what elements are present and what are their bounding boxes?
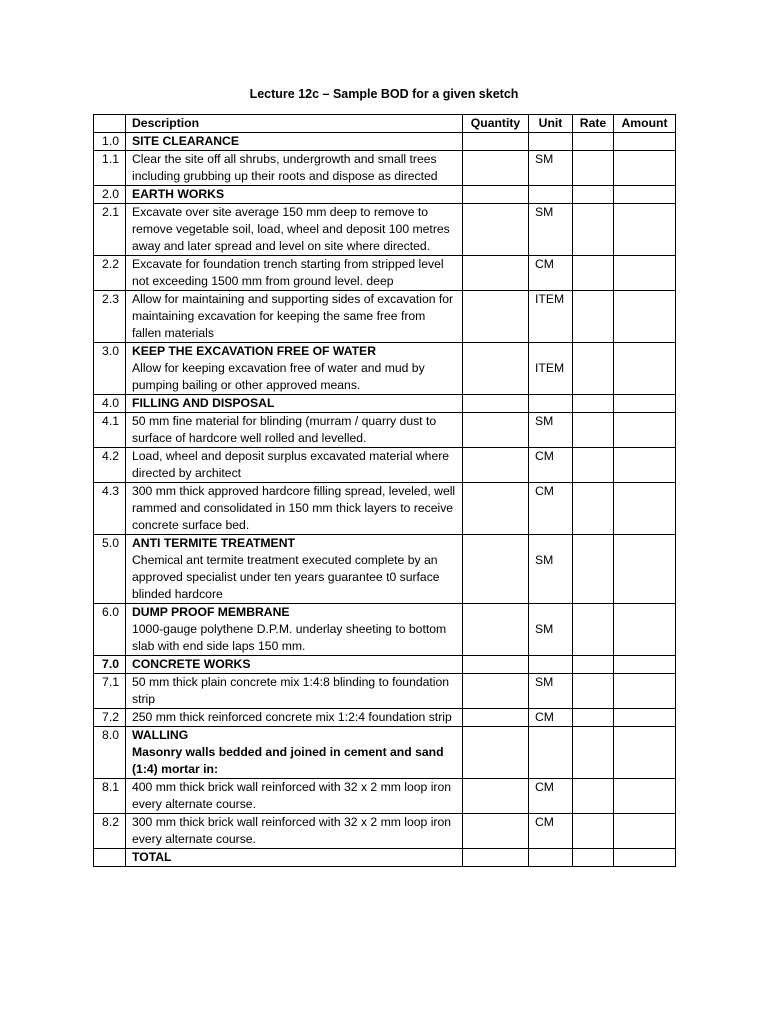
table-row — [94, 535, 676, 604]
item-description — [126, 849, 463, 867]
item-rate — [573, 204, 614, 256]
header-number — [94, 115, 126, 133]
section-heading: WALLING — [132, 728, 189, 742]
header-unit: Unit — [529, 115, 573, 133]
table-row — [94, 849, 676, 867]
item-amount — [614, 204, 676, 256]
item-description — [126, 395, 463, 413]
table-row — [94, 483, 676, 535]
item-quantity — [463, 343, 529, 395]
item-amount — [614, 256, 676, 291]
table-row — [94, 448, 676, 483]
table-body — [94, 133, 676, 867]
table-row — [94, 343, 676, 395]
item-amount — [614, 535, 676, 604]
item-amount — [614, 151, 676, 186]
item-quantity — [463, 256, 529, 291]
table-row — [94, 204, 676, 256]
item-unit: CM — [529, 709, 573, 727]
table-row — [94, 151, 676, 186]
item-number: 8.0 — [94, 727, 126, 779]
item-unit: CM — [529, 256, 573, 291]
section-heading: EARTH WORKS — [132, 187, 225, 201]
item-quantity — [463, 291, 529, 343]
item-amount — [614, 291, 676, 343]
item-quantity — [463, 483, 529, 535]
item-rate — [573, 709, 614, 727]
table-row — [94, 727, 676, 779]
item-unit: SM — [529, 204, 573, 256]
item-rate — [573, 656, 614, 674]
item-amount — [614, 413, 676, 448]
bod-table — [93, 114, 676, 867]
item-rate — [573, 133, 614, 151]
header-quantity: Quantity — [463, 115, 529, 133]
description-text: Allow for keeping excavation free of water and mud by pumping bailing or other approved means. — [132, 361, 425, 392]
table-row — [94, 709, 676, 727]
item-quantity — [463, 151, 529, 186]
item-rate — [573, 395, 614, 413]
item-description — [126, 256, 463, 291]
header-description: Description — [126, 115, 463, 133]
description-text: Chemical ant termite treatment executed complete by an approved specialist under ten years guarantee t0 surface blinded hardcore — [132, 553, 440, 601]
item-amount — [614, 604, 676, 656]
item-quantity — [463, 849, 529, 867]
description-text: 300 mm thick approved hardcore filling spread, leveled, well rammed and consolidated in 150 mm thick layers to receive concrete surface bed. — [132, 484, 456, 532]
item-rate — [573, 483, 614, 535]
item-description — [126, 483, 463, 535]
table-row — [94, 779, 676, 814]
item-unit: CM — [529, 483, 573, 535]
item-quantity — [463, 674, 529, 709]
item-quantity — [463, 395, 529, 413]
item-unit: SM — [529, 535, 573, 604]
item-unit — [529, 727, 573, 779]
item-unit: CM — [529, 779, 573, 814]
item-description — [126, 151, 463, 186]
page-title: Lecture 12c – Sample BOD for a given sketch — [249, 87, 519, 101]
item-unit: SM — [529, 151, 573, 186]
item-number: 2.3 — [94, 291, 126, 343]
item-description — [126, 656, 463, 674]
section-heading: SITE CLEARANCE — [132, 134, 239, 148]
item-description — [126, 709, 463, 727]
item-number: 7.2 — [94, 709, 126, 727]
description-text: Load, wheel and deposit surplus excavated material where directed by architect — [132, 449, 450, 480]
item-amount — [614, 849, 676, 867]
item-rate — [573, 343, 614, 395]
item-amount — [614, 343, 676, 395]
item-amount — [614, 814, 676, 849]
item-number: 3.0 — [94, 343, 126, 395]
description-text: 1000-gauge polythene D.P.M. underlay sheeting to bottom slab with end side laps 150 mm. — [132, 622, 447, 653]
description-text: Excavate for foundation trench starting from stripped level not exceeding 1500 mm from ground level. deep — [132, 257, 444, 288]
item-number: 8.2 — [94, 814, 126, 849]
item-rate — [573, 256, 614, 291]
item-number: 7.0 — [94, 656, 126, 674]
header-rate: Rate — [573, 115, 614, 133]
table-header-row — [94, 115, 676, 133]
table-row — [94, 814, 676, 849]
table-row — [94, 413, 676, 448]
item-quantity — [463, 448, 529, 483]
item-amount — [614, 779, 676, 814]
item-number: 4.3 — [94, 483, 126, 535]
item-number: 7.1 — [94, 674, 126, 709]
section-heading: DUMP PROOF MEMBRANE — [132, 605, 290, 619]
item-description — [126, 674, 463, 709]
item-quantity — [463, 727, 529, 779]
item-unit — [529, 656, 573, 674]
section-heading: ANTI TERMITE TREATMENT — [132, 536, 295, 550]
item-amount — [614, 656, 676, 674]
item-description — [126, 133, 463, 151]
item-unit — [529, 186, 573, 204]
item-description — [126, 186, 463, 204]
item-rate — [573, 727, 614, 779]
item-amount — [614, 674, 676, 709]
section-heading: KEEP THE EXCAVATION FREE OF WATER — [132, 344, 376, 358]
item-rate — [573, 151, 614, 186]
item-quantity — [463, 133, 529, 151]
item-number: 8.1 — [94, 779, 126, 814]
item-quantity — [463, 779, 529, 814]
item-number: 2.0 — [94, 186, 126, 204]
item-rate — [573, 413, 614, 448]
description-text: Excavate over site average 150 mm deep to remove to remove vegetable soil, load, wheel and deposit 100 metres away and later spread and level on site where directed. — [132, 205, 450, 253]
item-unit: SM — [529, 604, 573, 656]
item-rate — [573, 291, 614, 343]
item-amount — [614, 448, 676, 483]
table-row — [94, 256, 676, 291]
item-quantity — [463, 814, 529, 849]
item-description — [126, 204, 463, 256]
item-quantity — [463, 204, 529, 256]
description-text: 300 mm thick brick wall reinforced with 32 x 2 mm loop iron every alternate course. — [132, 815, 452, 846]
table-row — [94, 656, 676, 674]
item-quantity — [463, 709, 529, 727]
item-rate — [573, 535, 614, 604]
item-number — [94, 849, 126, 867]
item-unit: SM — [529, 413, 573, 448]
item-number: 4.2 — [94, 448, 126, 483]
item-number: 4.1 — [94, 413, 126, 448]
item-quantity — [463, 413, 529, 448]
item-description — [126, 343, 463, 395]
item-number: 2.1 — [94, 204, 126, 256]
item-rate — [573, 186, 614, 204]
item-description — [126, 727, 463, 779]
item-amount — [614, 133, 676, 151]
item-description — [126, 448, 463, 483]
section-heading: CONCRETE WORKS — [132, 657, 251, 671]
item-unit — [529, 395, 573, 413]
item-rate — [573, 779, 614, 814]
item-rate — [573, 814, 614, 849]
table-row — [94, 674, 676, 709]
table-row — [94, 186, 676, 204]
item-amount — [614, 395, 676, 413]
item-description — [126, 814, 463, 849]
item-quantity — [463, 656, 529, 674]
item-unit — [529, 133, 573, 151]
section-heading: FILLING AND DISPOSAL — [132, 396, 275, 410]
item-description — [126, 291, 463, 343]
item-rate — [573, 674, 614, 709]
item-unit: ITEM — [529, 291, 573, 343]
item-number: 6.0 — [94, 604, 126, 656]
item-number: 2.2 — [94, 256, 126, 291]
item-description — [126, 535, 463, 604]
item-quantity — [463, 604, 529, 656]
table-row — [94, 133, 676, 151]
item-amount — [614, 483, 676, 535]
item-unit: SM — [529, 674, 573, 709]
item-quantity — [463, 186, 529, 204]
description-text: 50 mm fine material for blinding (murram / quarry dust to surface of hardcore well rolled and levelled. — [132, 414, 437, 445]
table-row — [94, 395, 676, 413]
item-description — [126, 779, 463, 814]
description-text: Masonry walls bedded and joined in cement and sand (1:4) mortar in: — [132, 745, 444, 776]
description-text: 250 mm thick reinforced concrete mix 1:2:4 foundation strip — [132, 710, 452, 724]
item-number: 4.0 — [94, 395, 126, 413]
item-description — [126, 413, 463, 448]
description-text: Allow for maintaining and supporting sides of excavation for maintaining excavation for keeping the same free from fallen materials — [132, 292, 454, 340]
item-quantity — [463, 535, 529, 604]
item-unit: CM — [529, 448, 573, 483]
description-text: 50 mm thick plain concrete mix 1:4:8 blinding to foundation strip — [132, 675, 450, 706]
header-amount: Amount — [614, 115, 676, 133]
table-row — [94, 291, 676, 343]
table-row — [94, 604, 676, 656]
item-unit: CM — [529, 814, 573, 849]
item-number: 1.0 — [94, 133, 126, 151]
item-unit — [529, 849, 573, 867]
description-text: Clear the site off all shrubs, undergrowth and small trees including grubbing up their roots and dispose as directed — [132, 152, 438, 183]
item-description — [126, 604, 463, 656]
section-heading: TOTAL — [132, 850, 172, 864]
item-number: 1.1 — [94, 151, 126, 186]
item-amount — [614, 727, 676, 779]
description-text: 400 mm thick brick wall reinforced with 32 x 2 mm loop iron every alternate course. — [132, 780, 452, 811]
item-amount — [614, 709, 676, 727]
item-unit: ITEM — [529, 343, 573, 395]
item-rate — [573, 849, 614, 867]
item-rate — [573, 448, 614, 483]
item-amount — [614, 186, 676, 204]
item-number: 5.0 — [94, 535, 126, 604]
item-rate — [573, 604, 614, 656]
